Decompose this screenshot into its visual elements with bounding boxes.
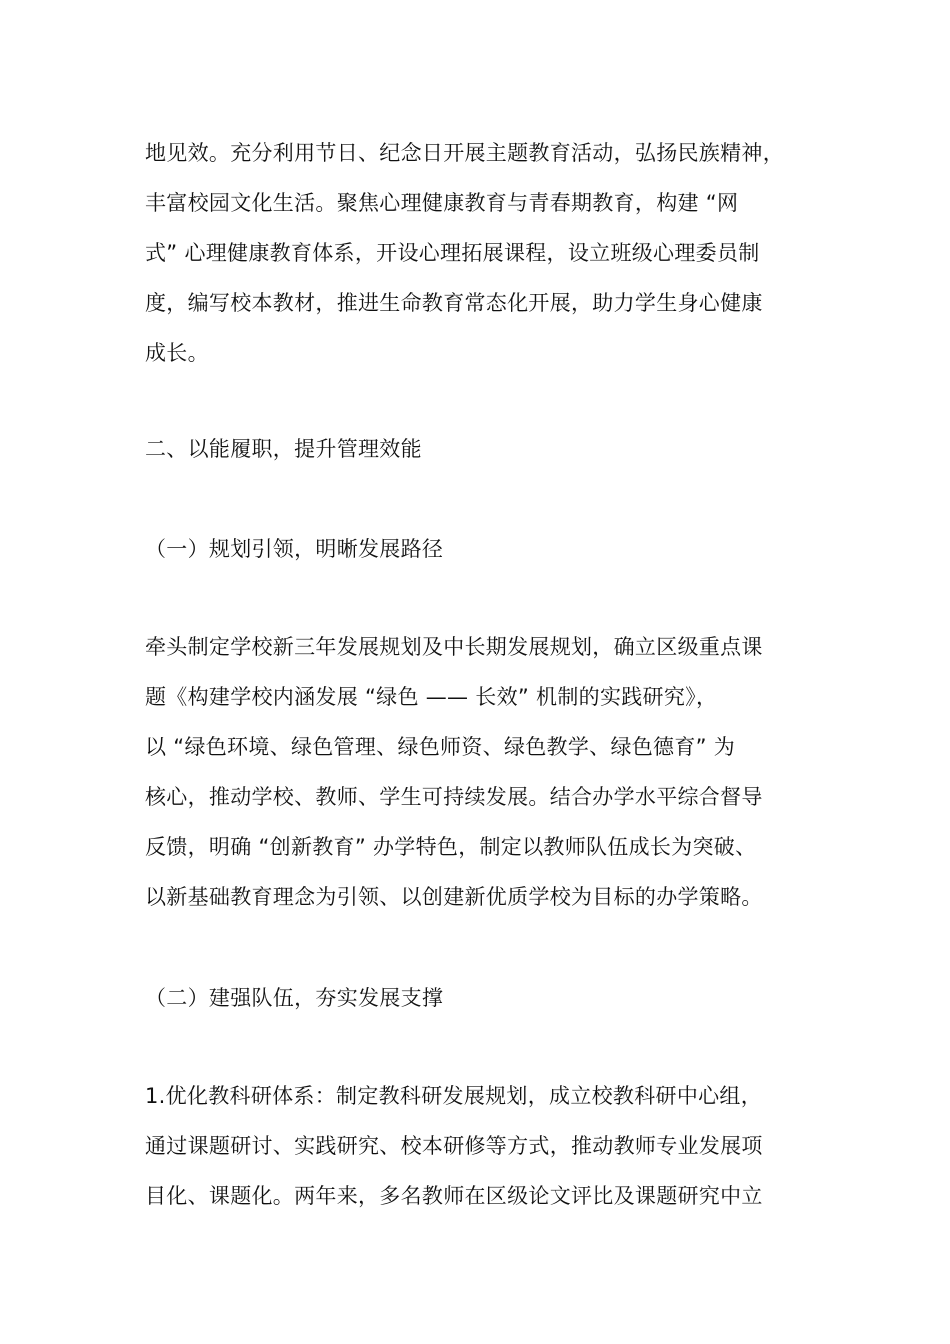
paragraph-line: 丰富校园文化生活。聚焦心理健康教育与青春期教育，构建 “网 [145,191,739,215]
paragraph-line: 1.优化教科研体系：制定教科研发展规划，成立校教科研中心组， [145,1084,763,1108]
paragraph-line: 通过课题研讨、实践研究、校本研修等方式，推动教师专业发展项 [145,1134,763,1158]
paragraph-line: 目化、课题化。两年来，多名教师在区级论文评比及课题研究中立 [145,1184,763,1208]
paragraph-line: 度，编写校本教材，推进生命教育常态化开展，助力学生身心健康 [145,291,763,315]
paragraph-line: 成长。 [145,341,209,365]
paragraph-line: 以 “绿色环境、绿色管理、绿色师资、绿色教学、绿色德育” 为 [145,735,736,759]
paragraph-line: 核心，推动学校、教师、学生可持续发展。结合办学水平综合督导 [145,785,763,809]
paragraph-line: 题《构建学校内涵发展 “绿色 —— 长效” 机制的实践研究》， [145,685,718,709]
subsection-heading: （一）规划引领，明晰发展路径 [145,537,444,561]
paragraph-line: 地见效。充分利用节日、纪念日开展主题教育活动，弘扬民族精神， [145,141,784,165]
paragraph-line: 反馈，明确 “创新教育” 办学特色，制定以教师队伍成长为突破、 [145,835,757,859]
paragraph-line: 式” 心理健康教育体系，开设心理拓展课程，设立班级心理委员制 [145,241,760,265]
paragraph-line: 以新基础教育理念为引领、以创建新优质学校为目标的办学策略。 [145,885,763,909]
paragraph-line: 牵头制定学校新三年发展规划及中长期发展规划，确立区级重点课 [145,635,763,659]
subsection-heading: （二）建强队伍，夯实发展支撑 [145,986,444,1010]
section-heading: 二、以能履职，提升管理效能 [145,437,422,461]
